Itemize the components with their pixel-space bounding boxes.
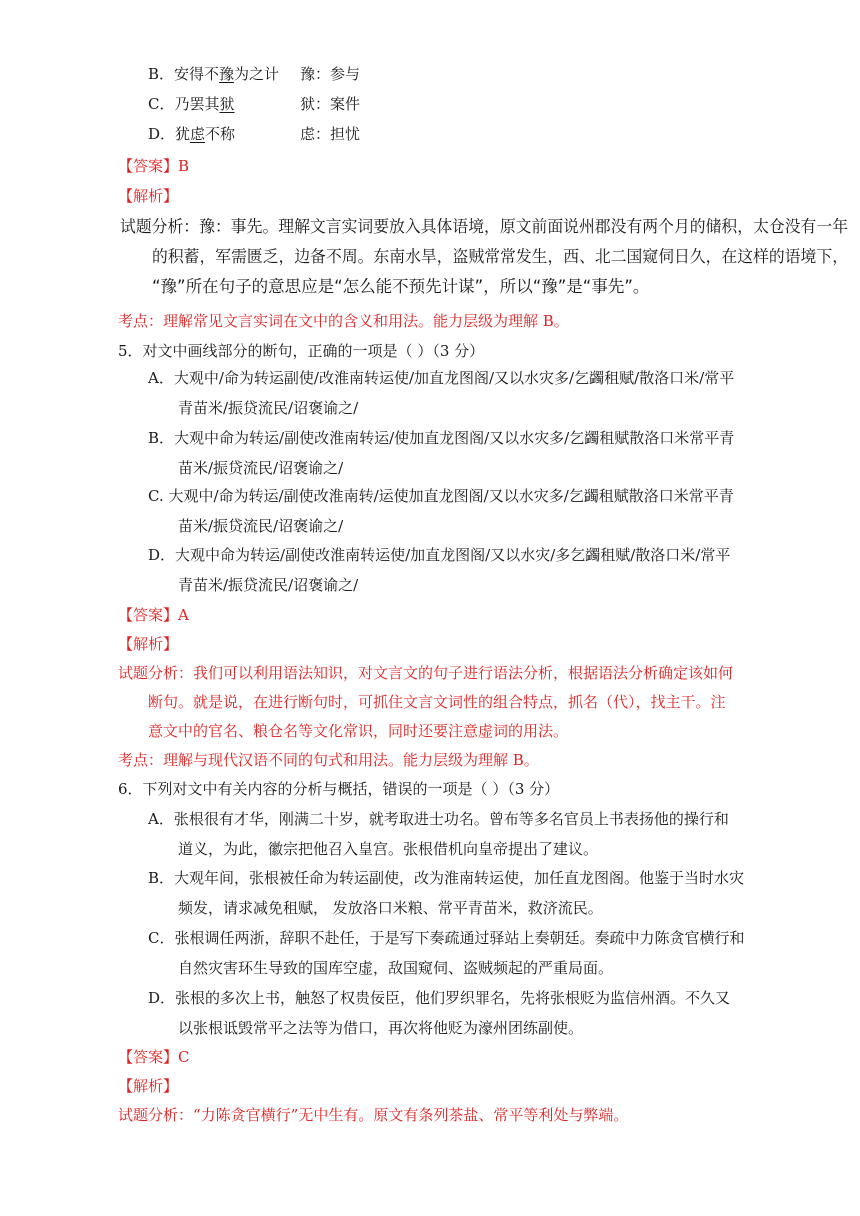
q4-answer [118, 156, 189, 176]
q6-answer-tag: 【答案】 [118, 1048, 179, 1066]
q5-answer-value: A [178, 606, 189, 624]
q4-analysis-line-3: “豫”所在句子的意思应是“怎么能不预先计谋”，所以“豫”是“事先”。 [152, 277, 650, 296]
q5-option-d-line-2: 青苗米/振贷流民/诏褒谕之/ [178, 576, 359, 594]
q4-option-d-pre: D．犹 [148, 125, 191, 143]
q4-option-b-pre: B．安得不 [148, 65, 220, 83]
q6-option-c-line-2: 自然灾害环生导致的国库空虚，敌国窥伺、盗贼频起的严重局面。 [178, 959, 614, 977]
q4-option-d-gloss: 虑：担忧 [300, 125, 361, 143]
q4-option-b [148, 64, 279, 84]
q4-kaodian: 考点：理解常见文言实词在文中的含义和用法。能力层级为理解 B。 [118, 312, 569, 330]
q4-analysis-tag: 【解析】 [118, 187, 179, 205]
q6-option-c-line-1: C．张根调任两浙，辞职不赴任，于是写下奏疏通过驿站上奏朝廷。奏疏中力陈贪官横行和 [148, 929, 745, 947]
q4-answer-value: B [178, 157, 190, 175]
q6-analysis-line: 试题分析：“力陈贪官横行”无中生有。原文有条列茶盐、常平等利处与弊端。 [118, 1106, 629, 1124]
q4-option-b-post: 为之计 [234, 65, 280, 83]
q5-option-b-line-1: B．大观中命为转运/副使改淮南转运/使加直龙图阁/又以水灾多/乞蠲租赋散洛口米常平青 [148, 429, 735, 447]
q5-analysis-line-2: 断句。就是说，在进行断句时，可抓住文言文词性的组合特点，抓名（代），找主干。注 [148, 693, 726, 711]
q6-answer [118, 1047, 190, 1067]
q6-option-b-line-2: 频发，请求减免租赋， 发放洛口米粮、常平青苗米，救济流民。 [178, 899, 603, 917]
q6-option-b-line-1: B．大观年间，张根被任命为转运副使，改为淮南转运使，加任直龙图阁。他鉴于当时水灾 [148, 869, 745, 887]
q4-answer-tag: 【答案】 [118, 157, 179, 175]
q5-option-d-line-1: D．大观中命为转运/副使改淮南转运使/加直龙图阁/又以水灾/多乞蠲租赋/散洛口米/常平 [148, 546, 731, 564]
q4-analysis-line-2: 的积蓄，军需匮乏，边备不周。东南水旱，盗贼常常发生，西、北二国窥伺日久，在这样的语境下， [152, 247, 849, 266]
q5-stem: 5．对文中画线部分的断句，正确的一项是（ ）（3 分） [118, 342, 485, 360]
q6-answer-value: C [178, 1048, 190, 1066]
q4-option-c-gloss: 狱：案件 [300, 95, 361, 113]
q6-option-a-line-1: A．张根很有才华，刚满二十岁，就考取进士功名。曾布等多名官员上书表扬他的操行和 [148, 810, 729, 828]
q5-analysis-line-1: 试题分析：我们可以利用语法知识，对文言文的句子进行语法分析，根据语法分析确定该如何 [118, 664, 734, 682]
q6-option-d-line-2: 以张根诋毁常平之法等为借口，再次将他贬为濠州团练副使。 [178, 1019, 584, 1037]
q5-kaodian: 考点：理解与现代汉语不同的句式和用法。能力层级为理解 B。 [118, 751, 539, 769]
q5-analysis-tag: 【解析】 [118, 635, 179, 653]
q5-option-b-line-2: 苗米/振贷流民/诏褒谕之/ [178, 459, 344, 477]
q5-analysis-line-3: 意文中的官名、粮仓名等文化常识，同时还要注意虚词的用法。 [148, 722, 569, 740]
q5-answer-tag: 【答案】 [118, 606, 179, 624]
q4-option-d [148, 124, 235, 144]
q4-analysis-line-1: 试题分析：豫：事先。理解文言实词要放入具体语境，原文前面说州郡没有两个月的储积，太仓没有一年 [120, 217, 849, 236]
q5-option-c-line-2: 苗米/振贷流民/诏褒谕之/ [178, 517, 344, 535]
q4-option-b-gloss: 豫：参与 [300, 65, 361, 83]
q6-option-a-line-2: 道义，为此，徽宗把他召入皇宫。张根借机向皇帝提出了建议。 [178, 840, 599, 858]
q6-option-d-line-1: D．张根的多次上书，触怒了权贵佞臣，他们罗织罪名，先将张根贬为监信州酒。不久又 [148, 989, 731, 1007]
q5-answer [118, 605, 189, 625]
q6-stem: 6．下列对文中有关内容的分析与概括，错误的一项是（ ）（3 分） [118, 780, 560, 798]
q4-option-c [148, 94, 235, 114]
q5-option-a-line-2: 青苗米/振贷流民/诏褒谕之/ [178, 399, 359, 417]
q4-option-b-underlined: 豫 [219, 65, 235, 83]
q6-analysis-tag: 【解析】 [118, 1077, 179, 1095]
q4-option-d-post: 不称 [205, 125, 236, 143]
q5-option-c-line-1: C. 大观中/命为转运/副使改淮南转/运使加直龙图阁/又以水灾多/乞蠲租赋散洛口米常平青 [148, 487, 734, 505]
q4-option-c-underlined: 狱 [219, 95, 235, 113]
q4-option-c-pre: C．乃罢其 [148, 95, 220, 113]
q4-option-d-underlined: 虑 [190, 125, 206, 143]
q5-option-a-line-1: A．大观中/命为转运副使/改淮南转运使/加直龙图阁/又以水灾多/乞蠲租赋/散洛口米/常平 [148, 369, 735, 387]
